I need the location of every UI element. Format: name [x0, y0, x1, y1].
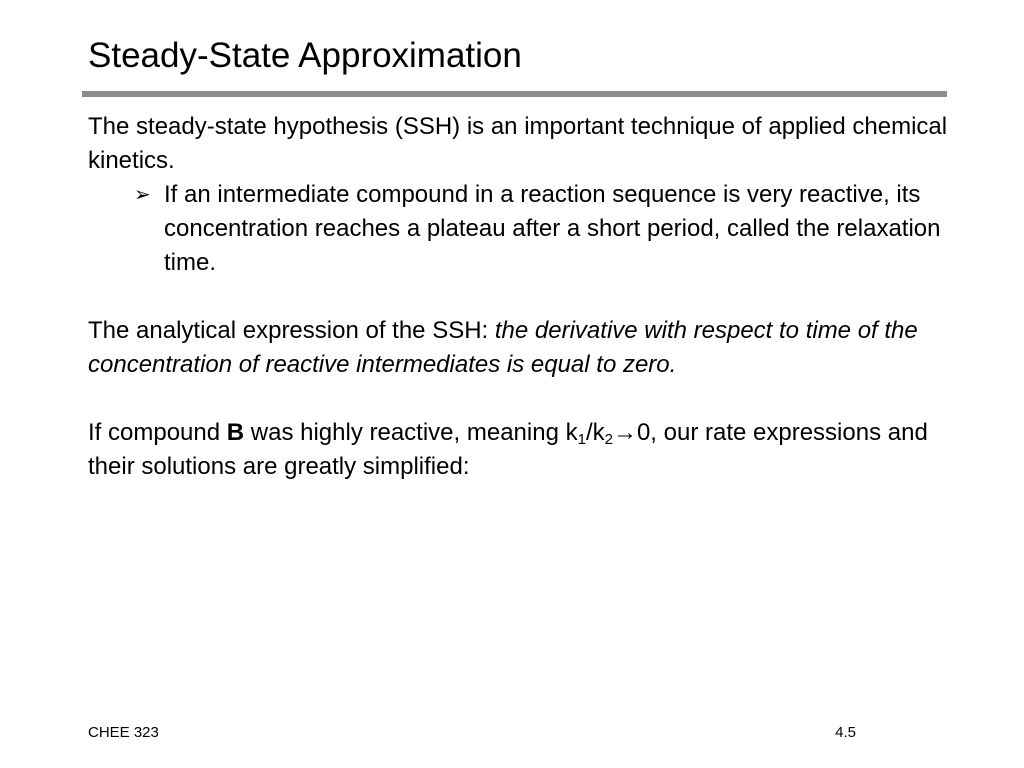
title-divider — [82, 91, 947, 97]
bullet-text: If an intermediate compound in a reaction sequence is very reactive, its concentration reaches a plateau after a short period, called the relaxation time. — [164, 181, 941, 276]
footer-course-label: CHEE 323 — [88, 724, 159, 741]
text-fragment: If compound — [88, 419, 227, 446]
intro-paragraph: The steady-state hypothesis (SSH) is an important technique of applied chemical kinetics. — [88, 113, 948, 174]
ssh-definition-paragraph — [88, 314, 948, 382]
subscript-2: 2 — [604, 431, 613, 448]
compound-b-paragraph — [88, 416, 948, 484]
text-fragment: /k — [585, 419, 605, 446]
footer-page-number: 4.5 — [835, 724, 856, 741]
compound-b-label: B — [226, 419, 245, 446]
slide-title: Steady-State Approximation — [88, 36, 522, 75]
slide-body — [88, 110, 948, 484]
ssh-definition-lead: The analytical expression of the SSH: — [88, 317, 495, 344]
subscript-1: 1 — [577, 431, 586, 448]
right-arrow-icon: → — [612, 419, 637, 446]
text-fragment: 0, our rate expressions and their solutions are greatly simplified: — [88, 419, 928, 480]
text-fragment: was highly reactive, meaning k — [244, 419, 578, 446]
bullet-item — [88, 178, 948, 280]
ssh-definition-emphasis: the derivative with respect to time of the concentration of reactive intermediates is equal to zero. — [88, 317, 918, 378]
spacer — [88, 280, 948, 314]
spacer — [88, 382, 948, 416]
arrowhead-bullet-icon: ➢ — [134, 184, 151, 206]
